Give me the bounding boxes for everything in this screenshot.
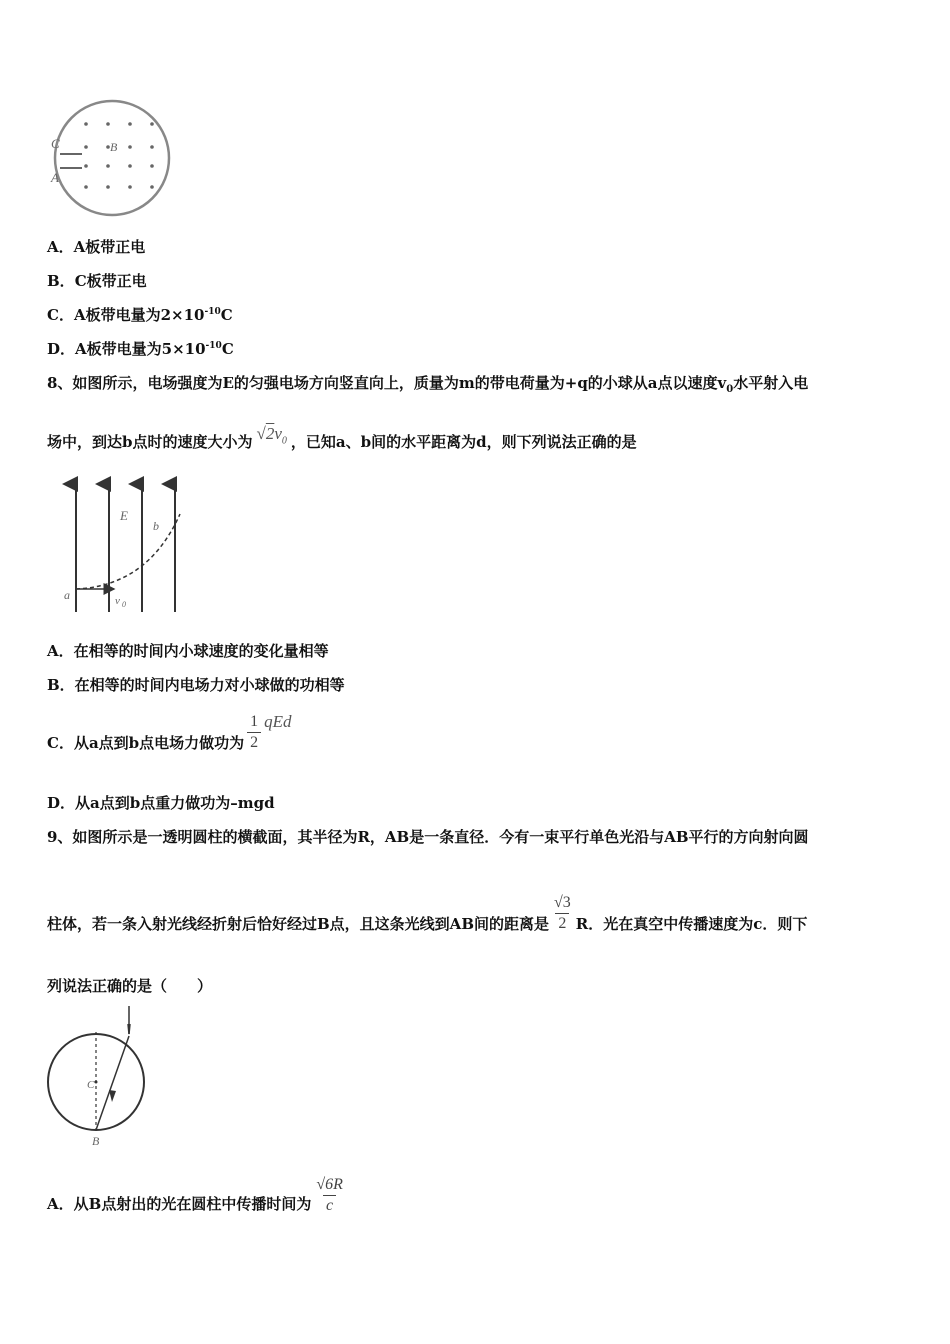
half-fraction: $\frac{1}{2}$ (247, 712, 261, 753)
label-v0: v (115, 595, 120, 607)
capacitor-field-figure (44, 96, 179, 221)
q8-option-a: A．在相等的时间内小球速度的变化量相等 (47, 642, 329, 660)
label-a-point: a (64, 588, 70, 602)
sqrt3-over-2-fraction: $\frac{√3}{2}$ (554, 893, 571, 932)
label-v0-sub: 0 (122, 600, 126, 609)
sqrt6r-over-c-fraction: $\frac{√6R}{c}$ (316, 1175, 343, 1214)
label-b-point: b (153, 519, 159, 533)
cylinder-refraction-figure (44, 1004, 164, 1149)
q7-option-a: A．A板带正电 (47, 238, 146, 256)
q9-stem-line1: 9、如图所示是一透明圆柱的横截面，其半径为R，AB是一条直径．今有一束平行单色光沿与AB平行的方向射向圆 (47, 828, 809, 846)
q8-option-d: D．从a点到b点重力做功为–mgd (47, 794, 275, 812)
q8-option-c: C．从a点到b点电场力做功为 $\frac{1}{2}$ qEd (47, 712, 292, 752)
label-b: B (110, 140, 118, 154)
label-center: C (87, 1079, 95, 1091)
speed-expression: $√2v_0$ (256, 423, 287, 447)
q9-stem-line3: 列说法正确的是（ ） (47, 977, 213, 995)
electric-field-figure (58, 476, 188, 618)
label-e: E (120, 508, 128, 523)
q8-stem-line2: 场中，到达b点时的速度大小为 $√2v_0$ ，已知a、b间的水平距离为d，则下列说法正确的是 (47, 423, 637, 451)
q9-option-a: A．从B点射出的光在圆柱中传播时间为 $\frac{√6R}{c}$ (47, 1175, 343, 1214)
q8-option-b: B．在相等的时间内电场力对小球做的功相等 (47, 676, 345, 694)
label-a: A (51, 170, 59, 185)
label-b-endpoint: B (92, 1134, 100, 1148)
q7-option-c: C．A板带电量为$2\times 10^{-10}C$ (47, 306, 233, 324)
q7-option-d: D．A板带电量为$5\times 10^{-10}C$ (47, 340, 234, 358)
q7-option-b: B．C板带正电 (47, 272, 147, 290)
q8-stem-line1: 8、如图所示，电场强度为E的匀强电场方向竖直向上，质量为m的带电荷量为+q的小球从a点以速度$v_0$水平射入电 (47, 374, 809, 395)
label-c: C (51, 136, 60, 151)
q9-stem-line2: 柱体，若一条入射光线经折射后恰好经过B点，且这条光线到AB间的距离是 $\frac{√3}{2}$ R．光在真空中传播速度为c．则下 (47, 893, 808, 933)
